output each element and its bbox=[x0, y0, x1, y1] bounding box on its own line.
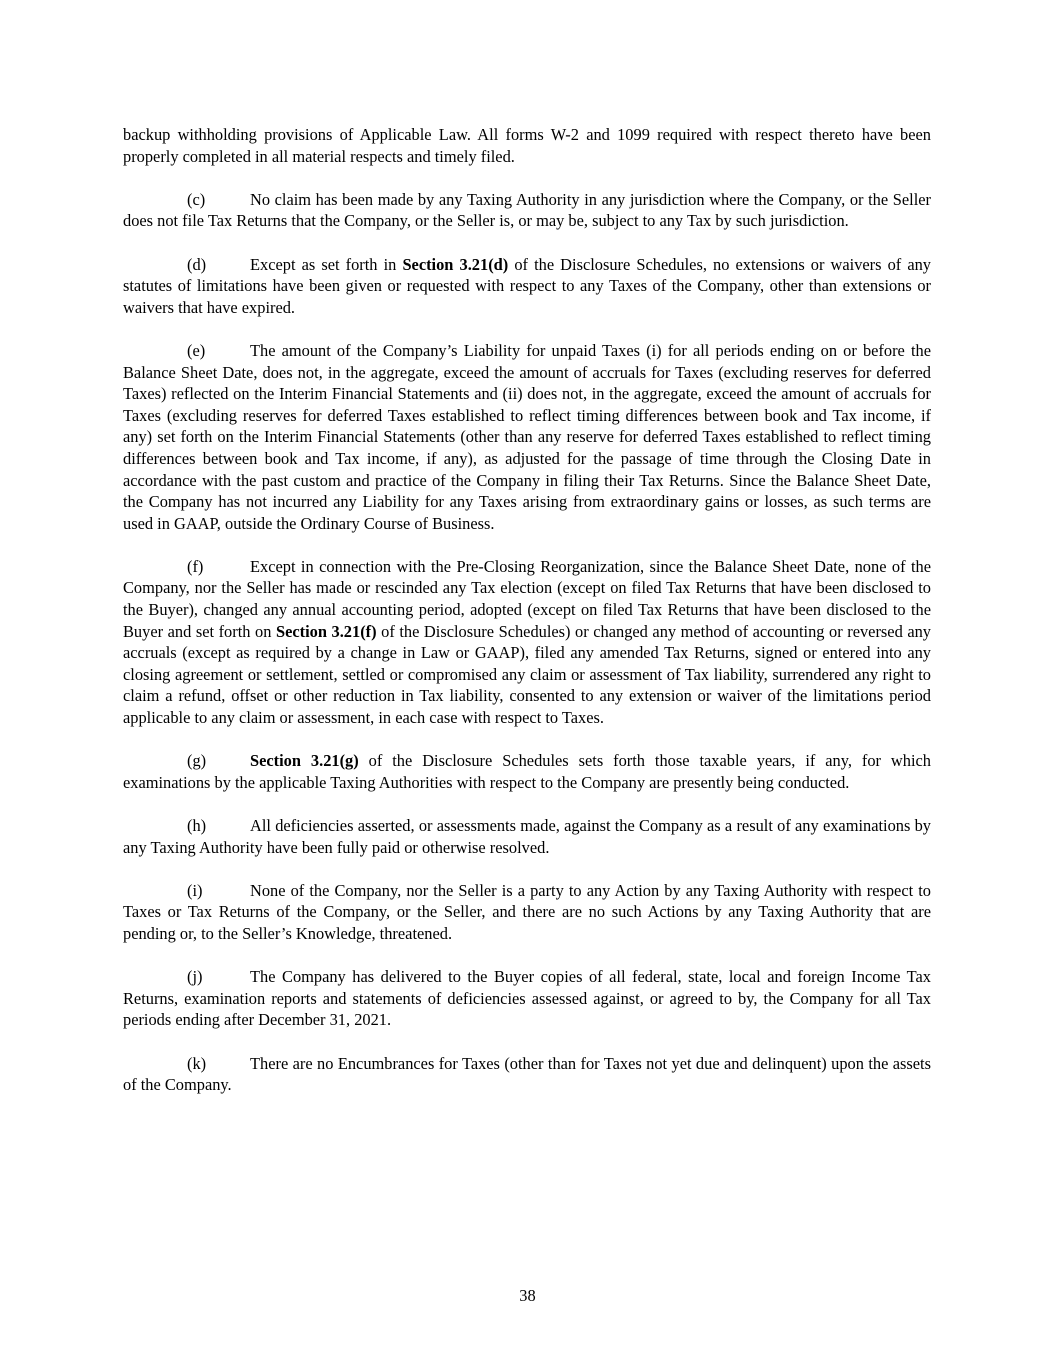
paragraph bbox=[123, 815, 931, 858]
section-reference: Section 3.21(f) bbox=[275, 621, 377, 641]
paragraph bbox=[123, 189, 931, 232]
paragraph-label: (g) bbox=[187, 751, 207, 771]
section-reference: Section 3.21(d) bbox=[402, 254, 509, 274]
paragraph-text: Except as set forth in bbox=[250, 254, 403, 274]
paragraph-label: (f) bbox=[187, 556, 204, 576]
paragraph-label: (k) bbox=[187, 1053, 207, 1073]
paragraph-label: (h) bbox=[187, 816, 207, 835]
paragraph bbox=[123, 880, 931, 945]
paragraph-label: (d) bbox=[187, 254, 207, 274]
page-number: 38 bbox=[519, 1286, 536, 1306]
paragraph-text: of the Disclosure Schedules) or changed any method of accounting or reversed any accruals (except as required by a change in Law or GAAP), filed any amended Tax Returns, signed or entered into any closing agreement or settlement, settled or compromised any claim or assessment of Tax liability, surrendered any right to claim a refund, offset or other reduction in Tax liability, consented to any extension or waiver of the limitations period applicable to any claim or assessment, in each case with respect to Taxes. bbox=[123, 621, 931, 728]
paragraph-text: All deficiencies asserted, or assessments made, against the Company as a result of any examinations by any Taxing Authority have been fully paid or otherwise resolved. bbox=[123, 816, 931, 857]
paragraph-label: (e) bbox=[187, 340, 206, 360]
paragraph-text: backup withholding provisions of Applicable Law. All forms W-2 and 1099 required with respect thereto have been properly completed in all material respects and timely filed. bbox=[123, 125, 931, 166]
paragraph bbox=[123, 340, 931, 534]
paragraph bbox=[123, 556, 931, 729]
paragraph-text: Except in connection with the Pre-Closing Reorganization, since the Balance Sheet Date, none of the Company, nor the Seller has made or rescinded any Tax election (except on filed Tax Returns that have been disclosed to the Buyer), changed any annual accounting period, adopted (except on filed Tax Returns that have been disclosed to the Buyer and set forth on bbox=[123, 556, 931, 641]
paragraph bbox=[123, 966, 931, 1031]
paragraph bbox=[123, 124, 931, 167]
paragraph-text: None of the Company, nor the Seller is a party to any Action by any Taxing Authority with respect to Taxes or Tax Returns of the Company, or the Seller, and there are no such Actions by any Taxing Authority that are pending or, to the Seller’s Knowledge, threatened. bbox=[123, 880, 931, 943]
document-body bbox=[123, 124, 931, 1117]
paragraph bbox=[123, 750, 931, 793]
paragraph-label: (j) bbox=[187, 967, 203, 987]
paragraph-text: No claim has been made by any Taxing Authority in any jurisdiction where the Company, or the Seller does not file Tax Returns that the Company, or the Seller is, or may be, subject to any Tax by such jurisdiction. bbox=[123, 189, 931, 231]
paragraph bbox=[123, 254, 931, 319]
paragraph-label: (c) bbox=[187, 189, 206, 209]
paragraph-text: of the Disclosure Schedules, no extensions or waivers of any statutes of limitations have been given or requested with respect to any Taxes of the Company, other than extensions or waivers that have expired. bbox=[123, 254, 931, 317]
paragraph-text: The amount of the Company’s Liability for unpaid Taxes (i) for all periods ending on or before the Balance Sheet Date, does not, in the aggregate, exceed the amount of accruals for Taxes (excluding reserves for deferred Taxes) reflected on the Interim Financial Statements and (ii) does not, in the aggregate, exceed the amount of accruals for Taxes (excluding reserves for deferred Taxes established to reflect timing differences between book and Tax income, if any) set forth on the Interim Financial Statements (other than any reserve for deferred Taxes established to reflect timing differences between book and Tax income, if any), as adjusted for the passage of time through the Closing Date in accordance with the past custom and practice of the Company in filing their Tax Returns. Since the Balance Sheet Date, the Company has not incurred any Liability for any Taxes arising from extraordinary gains or losses, as such terms are used in GAAP, outside the Ordinary Course of Business. bbox=[123, 340, 931, 533]
paragraph-text: of the Disclosure Schedules sets forth those taxable years, if any, for which examinations by the applicable Taxing Authorities with respect to the Company are presently being conducted. bbox=[123, 751, 931, 792]
paragraph-text: There are no Encumbrances for Taxes (other than for Taxes not yet due and delinquent) upon the assets of the Company. bbox=[123, 1053, 931, 1095]
paragraph-label: (i) bbox=[187, 880, 203, 900]
paragraph-text: The Company has delivered to the Buyer copies of all federal, state, local and foreign Income Tax Returns, examination reports and statements of deficiencies assessed against, or agreed to by, the Company for all Tax periods ending after December 31, 2021. bbox=[123, 967, 931, 1030]
section-reference: Section 3.21(g) bbox=[250, 751, 359, 771]
paragraph bbox=[123, 1053, 931, 1096]
